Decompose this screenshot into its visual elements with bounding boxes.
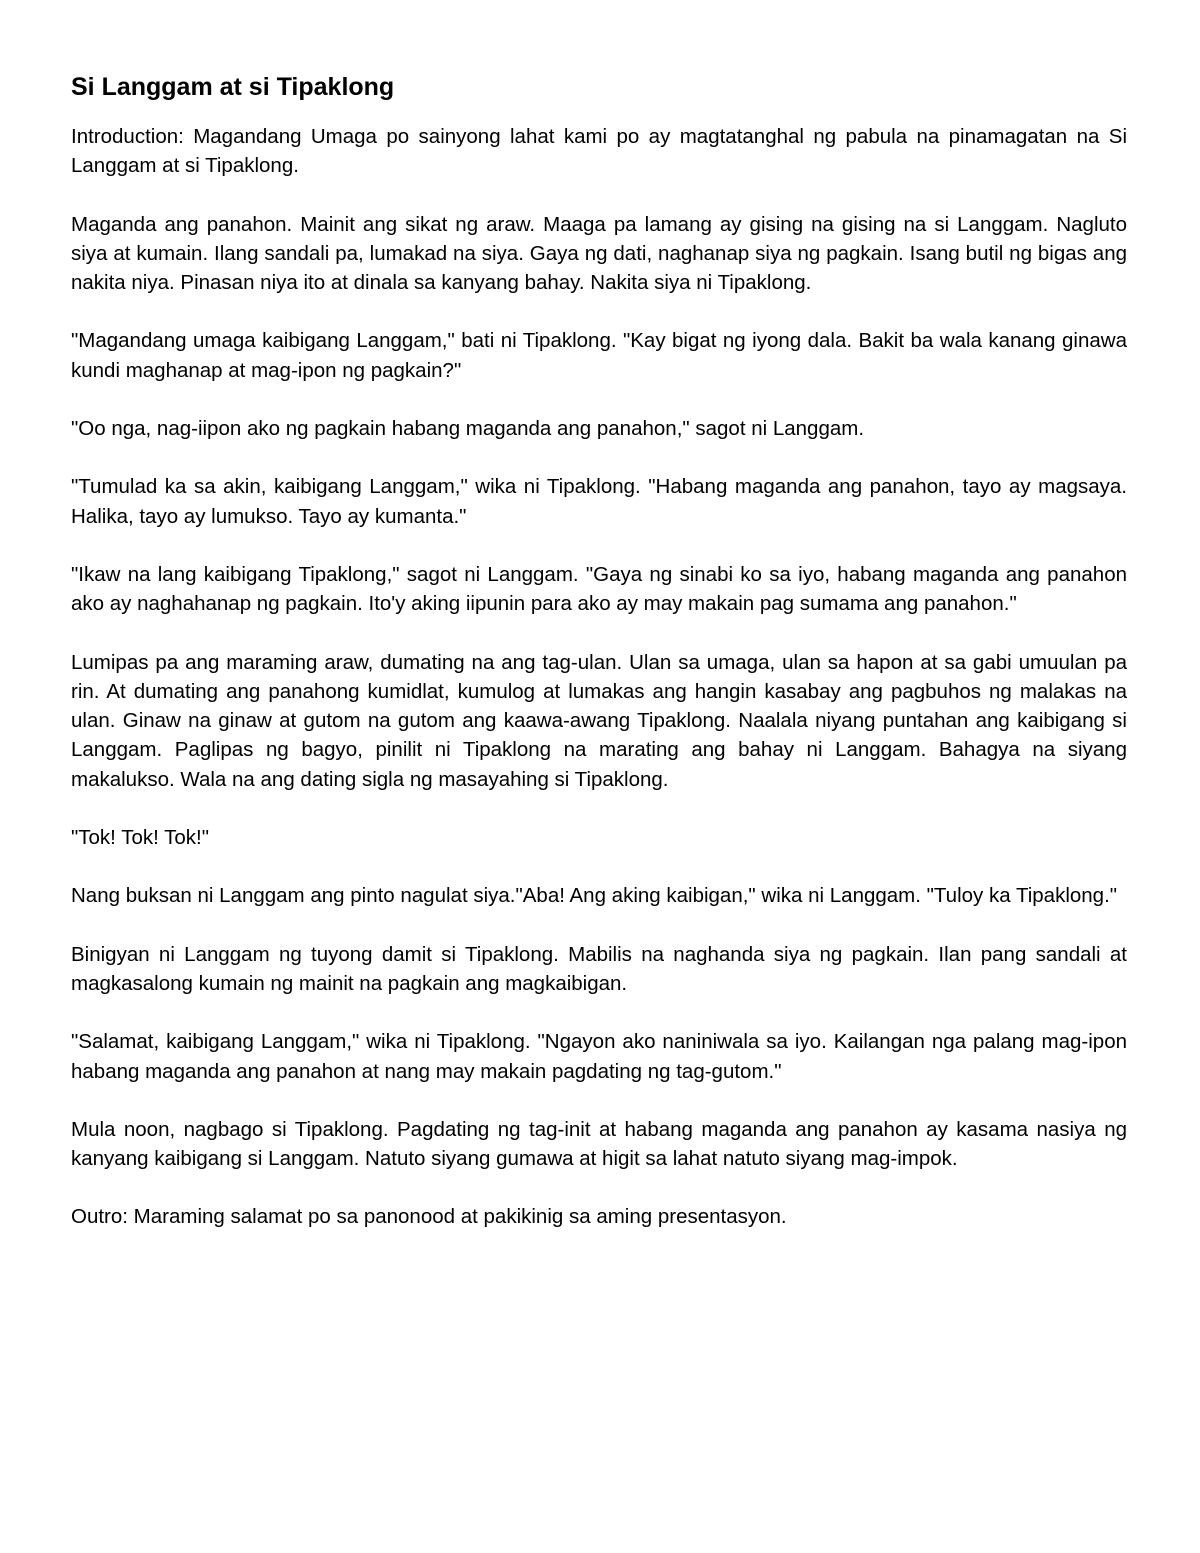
paragraph: Lumipas pa ang maraming araw, dumating na ang tag-ulan. Ulan sa umaga, ulan sa hapon at sa gabi umuulan pa rin. At dumating ang panahong kumidlat, kumulog at lumakas ang hangin kasabay ang pagbuhos ng malakas na ulan. Ginaw na ginaw at gutom na gutom ang kaawa-awang Tipaklong. Naalala niyang puntahan ang kaibigang si Langgam. Paglipas ng bagyo, pinilit ni Tipaklong na marating ang bahay ni Langgam. Bahagya na siyang makalukso. Wala na ang dating sigla ng masayahing si Tipaklong.	[71, 650, 1127, 791]
paragraph-outro: Outro: Maraming salamat po sa panonood at pakikinig sa aming presentasyon.	[71, 1205, 787, 1229]
paragraph: Maganda ang panahon. Mainit ang sikat ng araw. Maaga pa lamang ay gising na gising na si Langgam. Nagluto siya at kumain. Ilang sandali pa, lumakad na siya. Gaya ng dati, naghanap siya ng pagkain. Isang butil ng bigas ang nakita niya. Pinasan niya ito at dinala sa kanyang bahay. Nakita siya ni Tipaklong.	[71, 212, 1127, 295]
document-page	[71, 68, 1127, 1261]
paragraph: "Tok! Tok! Tok!"	[71, 826, 209, 850]
paragraph: "Oo nga, nag-iipon ako ng pagkain habang maganda ang panahon," sagot ni Langgam.	[71, 417, 865, 441]
paragraph-introduction: Introduction: Magandang Umaga po sainyong lahat kami po ay magtatanghal ng pabula na pinamagatan na Si Langgam at si Tipaklong.	[71, 125, 1127, 178]
paragraph: "Tumulad ka sa akin, kaibigang Langgam," wika ni Tipaklong. "Habang maganda ang panahon, tayo ay magsaya. Halika, tayo ay lumukso. Tayo ay kumanta."	[71, 475, 1127, 528]
paragraph: "Magandang umaga kaibigang Langgam," bati ni Tipaklong. "Kay bigat ng iyong dala. Bakit ba wala kanang ginawa kundi maghanap at mag-ipon ng pagkain?"	[71, 329, 1127, 382]
paragraph: "Salamat, kaibigang Langgam," wika ni Tipaklong. "Ngayon ako naniniwala sa iyo. Kailangan nga palang mag-ipon habang maganda ang panahon at nang may makain pagdating ng tag-gutom."	[71, 1030, 1127, 1083]
paragraph: Binigyan ni Langgam ng tuyong damit si Tipaklong. Mabilis na naghanda siya ng pagkain. Ilan pang sandali at magkasalong kumain ng mainit na pagkain ang magkaibigan.	[71, 942, 1127, 995]
paragraph: Nang buksan ni Langgam ang pinto nagulat siya."Aba! Ang aking kaibigan," wika ni Langgam. "Tuloy ka Tipaklong."	[71, 884, 1118, 908]
document-title: Si Langgam at si Tipaklong	[71, 73, 395, 101]
paragraph: "Ikaw na lang kaibigang Tipaklong," sagot ni Langgam. "Gaya ng sinabi ko sa iyo, habang maganda ang panahon ako ay naghahanap ng pagkain. Ito'y aking iipunin para ako ay may makain pag sumama ang panahon."	[71, 562, 1127, 616]
paragraph: Mula noon, nagbago si Tipaklong. Pagdating ng tag-init at habang maganda ang panahon ay kasama nasiya ng kanyang kaibigang si Langgam. Natuto siyang gumawa at higit sa lahat natuto siyang mag-impok.	[71, 1117, 1127, 1171]
